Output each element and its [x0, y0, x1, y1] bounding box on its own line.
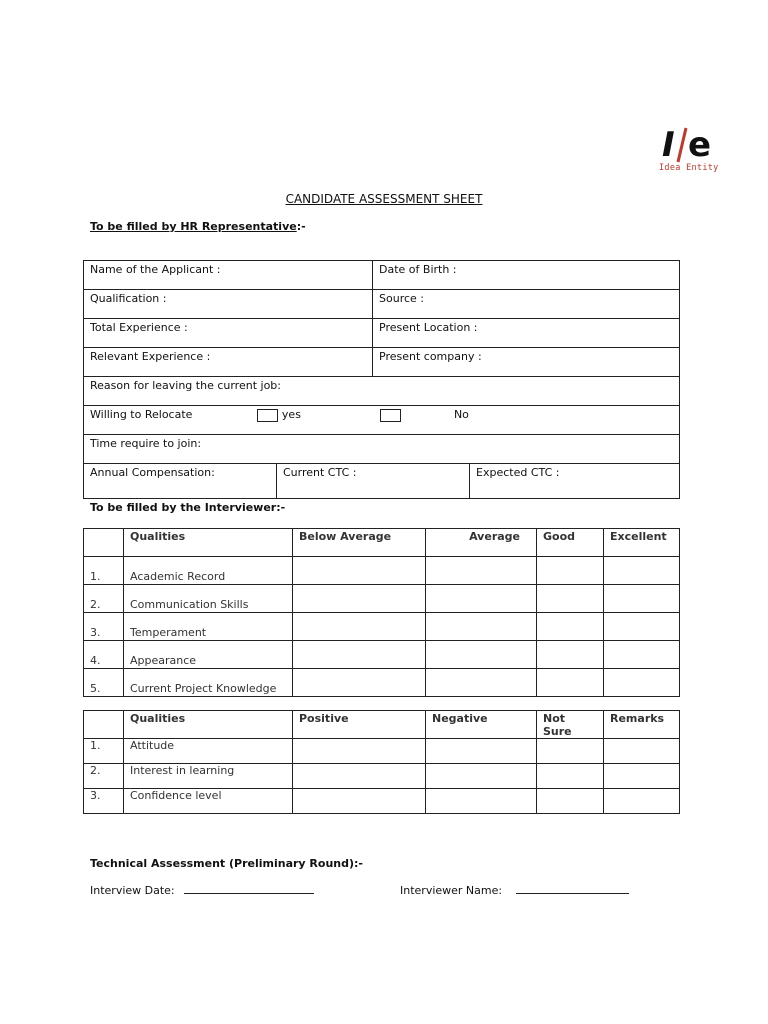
rating-cell[interactable] — [604, 585, 680, 613]
total-experience-field[interactable]: Total Experience : — [84, 319, 373, 348]
attitude-qualities-header: Qualities — [124, 711, 293, 739]
hr-details-table — [83, 260, 680, 499]
rating-cell[interactable] — [537, 557, 604, 585]
rating-cell[interactable] — [293, 669, 426, 697]
rating-cell[interactable] — [604, 764, 680, 789]
interviewer-name-field — [400, 883, 629, 897]
rating-cell[interactable] — [293, 557, 426, 585]
table-row: 1. Academic Record — [84, 557, 680, 585]
relocate-yes-label: yes — [281, 408, 301, 421]
relocate-row — [84, 406, 680, 435]
rating-cell[interactable] — [537, 789, 604, 814]
join-time-field[interactable]: Time require to join: — [84, 435, 680, 464]
rating-cell[interactable] — [293, 739, 426, 764]
rating-cell[interactable] — [604, 613, 680, 641]
rating-cell[interactable] — [293, 585, 426, 613]
qualification-field[interactable]: Qualification : — [84, 290, 373, 319]
rating-cell[interactable] — [604, 669, 680, 697]
table-row: 2. Interest in learning — [84, 764, 680, 789]
svg-text:I: I — [662, 125, 675, 164]
excellent-header: Excellent — [604, 529, 680, 557]
qualities-header: Qualities — [124, 529, 293, 557]
rating-cell[interactable] — [537, 613, 604, 641]
table-row: 1. Attitude — [84, 739, 680, 764]
logo-text: Idea Entity — [659, 163, 719, 173]
positive-header: Positive — [293, 711, 426, 739]
idea-entity-logo-icon — [660, 124, 730, 164]
rating-cell[interactable] — [293, 613, 426, 641]
rating-cell[interactable] — [426, 789, 537, 814]
relocate-no-label: No — [453, 408, 469, 421]
table-row: 3. Temperament — [84, 613, 680, 641]
interview-date-label: Interview Date: — [90, 884, 175, 897]
hr-section-heading: To be filled by HR Representative:- — [90, 220, 306, 233]
rating-cell[interactable] — [604, 641, 680, 669]
negative-header: Negative — [426, 711, 537, 739]
rating-cell[interactable] — [426, 585, 537, 613]
qualities-header-blank — [84, 529, 124, 557]
svg-text:e: e — [688, 125, 712, 164]
rating-cell[interactable] — [426, 641, 537, 669]
good-header: Good — [537, 529, 604, 557]
below-average-header: Below Average — [293, 529, 426, 557]
present-company-field[interactable]: Present company : — [373, 348, 680, 377]
rating-cell[interactable] — [604, 557, 680, 585]
rating-cell[interactable] — [426, 669, 537, 697]
table-row: 2. Communication Skills — [84, 585, 680, 613]
rating-cell[interactable] — [604, 739, 680, 764]
rating-cell[interactable] — [537, 739, 604, 764]
attitude-header-blank — [84, 711, 124, 739]
interviewer-name-label: Interviewer Name: — [400, 884, 503, 897]
rating-cell[interactable] — [537, 641, 604, 669]
table-row: 4. Appearance — [84, 641, 680, 669]
page-title: CANDIDATE ASSESSMENT SHEET — [285, 192, 483, 206]
interview-date-line[interactable] — [184, 883, 314, 894]
interview-date-field — [90, 883, 314, 897]
expected-ctc-field[interactable]: Expected CTC : — [470, 464, 680, 499]
interviewer-section-heading: To be filled by the Interviewer:- — [90, 501, 286, 514]
table-row: 3. Confidence level — [84, 789, 680, 814]
rating-cell[interactable] — [426, 764, 537, 789]
rating-cell[interactable] — [426, 613, 537, 641]
present-location-field[interactable]: Present Location : — [373, 319, 680, 348]
rating-cell[interactable] — [537, 669, 604, 697]
relocate-label: Willing to Relocate — [90, 408, 193, 421]
rating-cell[interactable] — [293, 789, 426, 814]
technical-assessment-heading: Technical Assessment (Preliminary Round):- — [90, 857, 363, 870]
rating-cell[interactable] — [537, 764, 604, 789]
rating-cell[interactable] — [426, 557, 537, 585]
applicant-name-field[interactable]: Name of the Applicant : — [84, 261, 373, 290]
table-row: 5. Current Project Knowledge — [84, 669, 680, 697]
rating-cell[interactable] — [604, 789, 680, 814]
relevant-experience-field[interactable]: Relevant Experience : — [84, 348, 373, 377]
average-header: Average — [426, 529, 537, 557]
rating-cell[interactable] — [293, 764, 426, 789]
interviewer-name-line[interactable] — [516, 883, 629, 894]
relocate-no-checkbox[interactable] — [380, 409, 401, 422]
annual-compensation-label: Annual Compensation: — [84, 464, 277, 499]
attitude-rating-table — [83, 710, 680, 814]
rating-cell[interactable] — [293, 641, 426, 669]
rating-cell[interactable] — [537, 585, 604, 613]
relocate-yes-checkbox[interactable] — [257, 409, 278, 422]
current-ctc-field[interactable]: Current CTC : — [277, 464, 470, 499]
reason-leaving-field[interactable]: Reason for leaving the current job: — [84, 377, 680, 406]
source-field[interactable]: Source : — [373, 290, 680, 319]
not-sure-header: Not Sure — [537, 711, 604, 739]
remarks-header: Remarks — [604, 711, 680, 739]
rating-cell[interactable] — [426, 739, 537, 764]
dob-field[interactable]: Date of Birth : — [373, 261, 680, 290]
qualities-rating-table — [83, 528, 680, 697]
